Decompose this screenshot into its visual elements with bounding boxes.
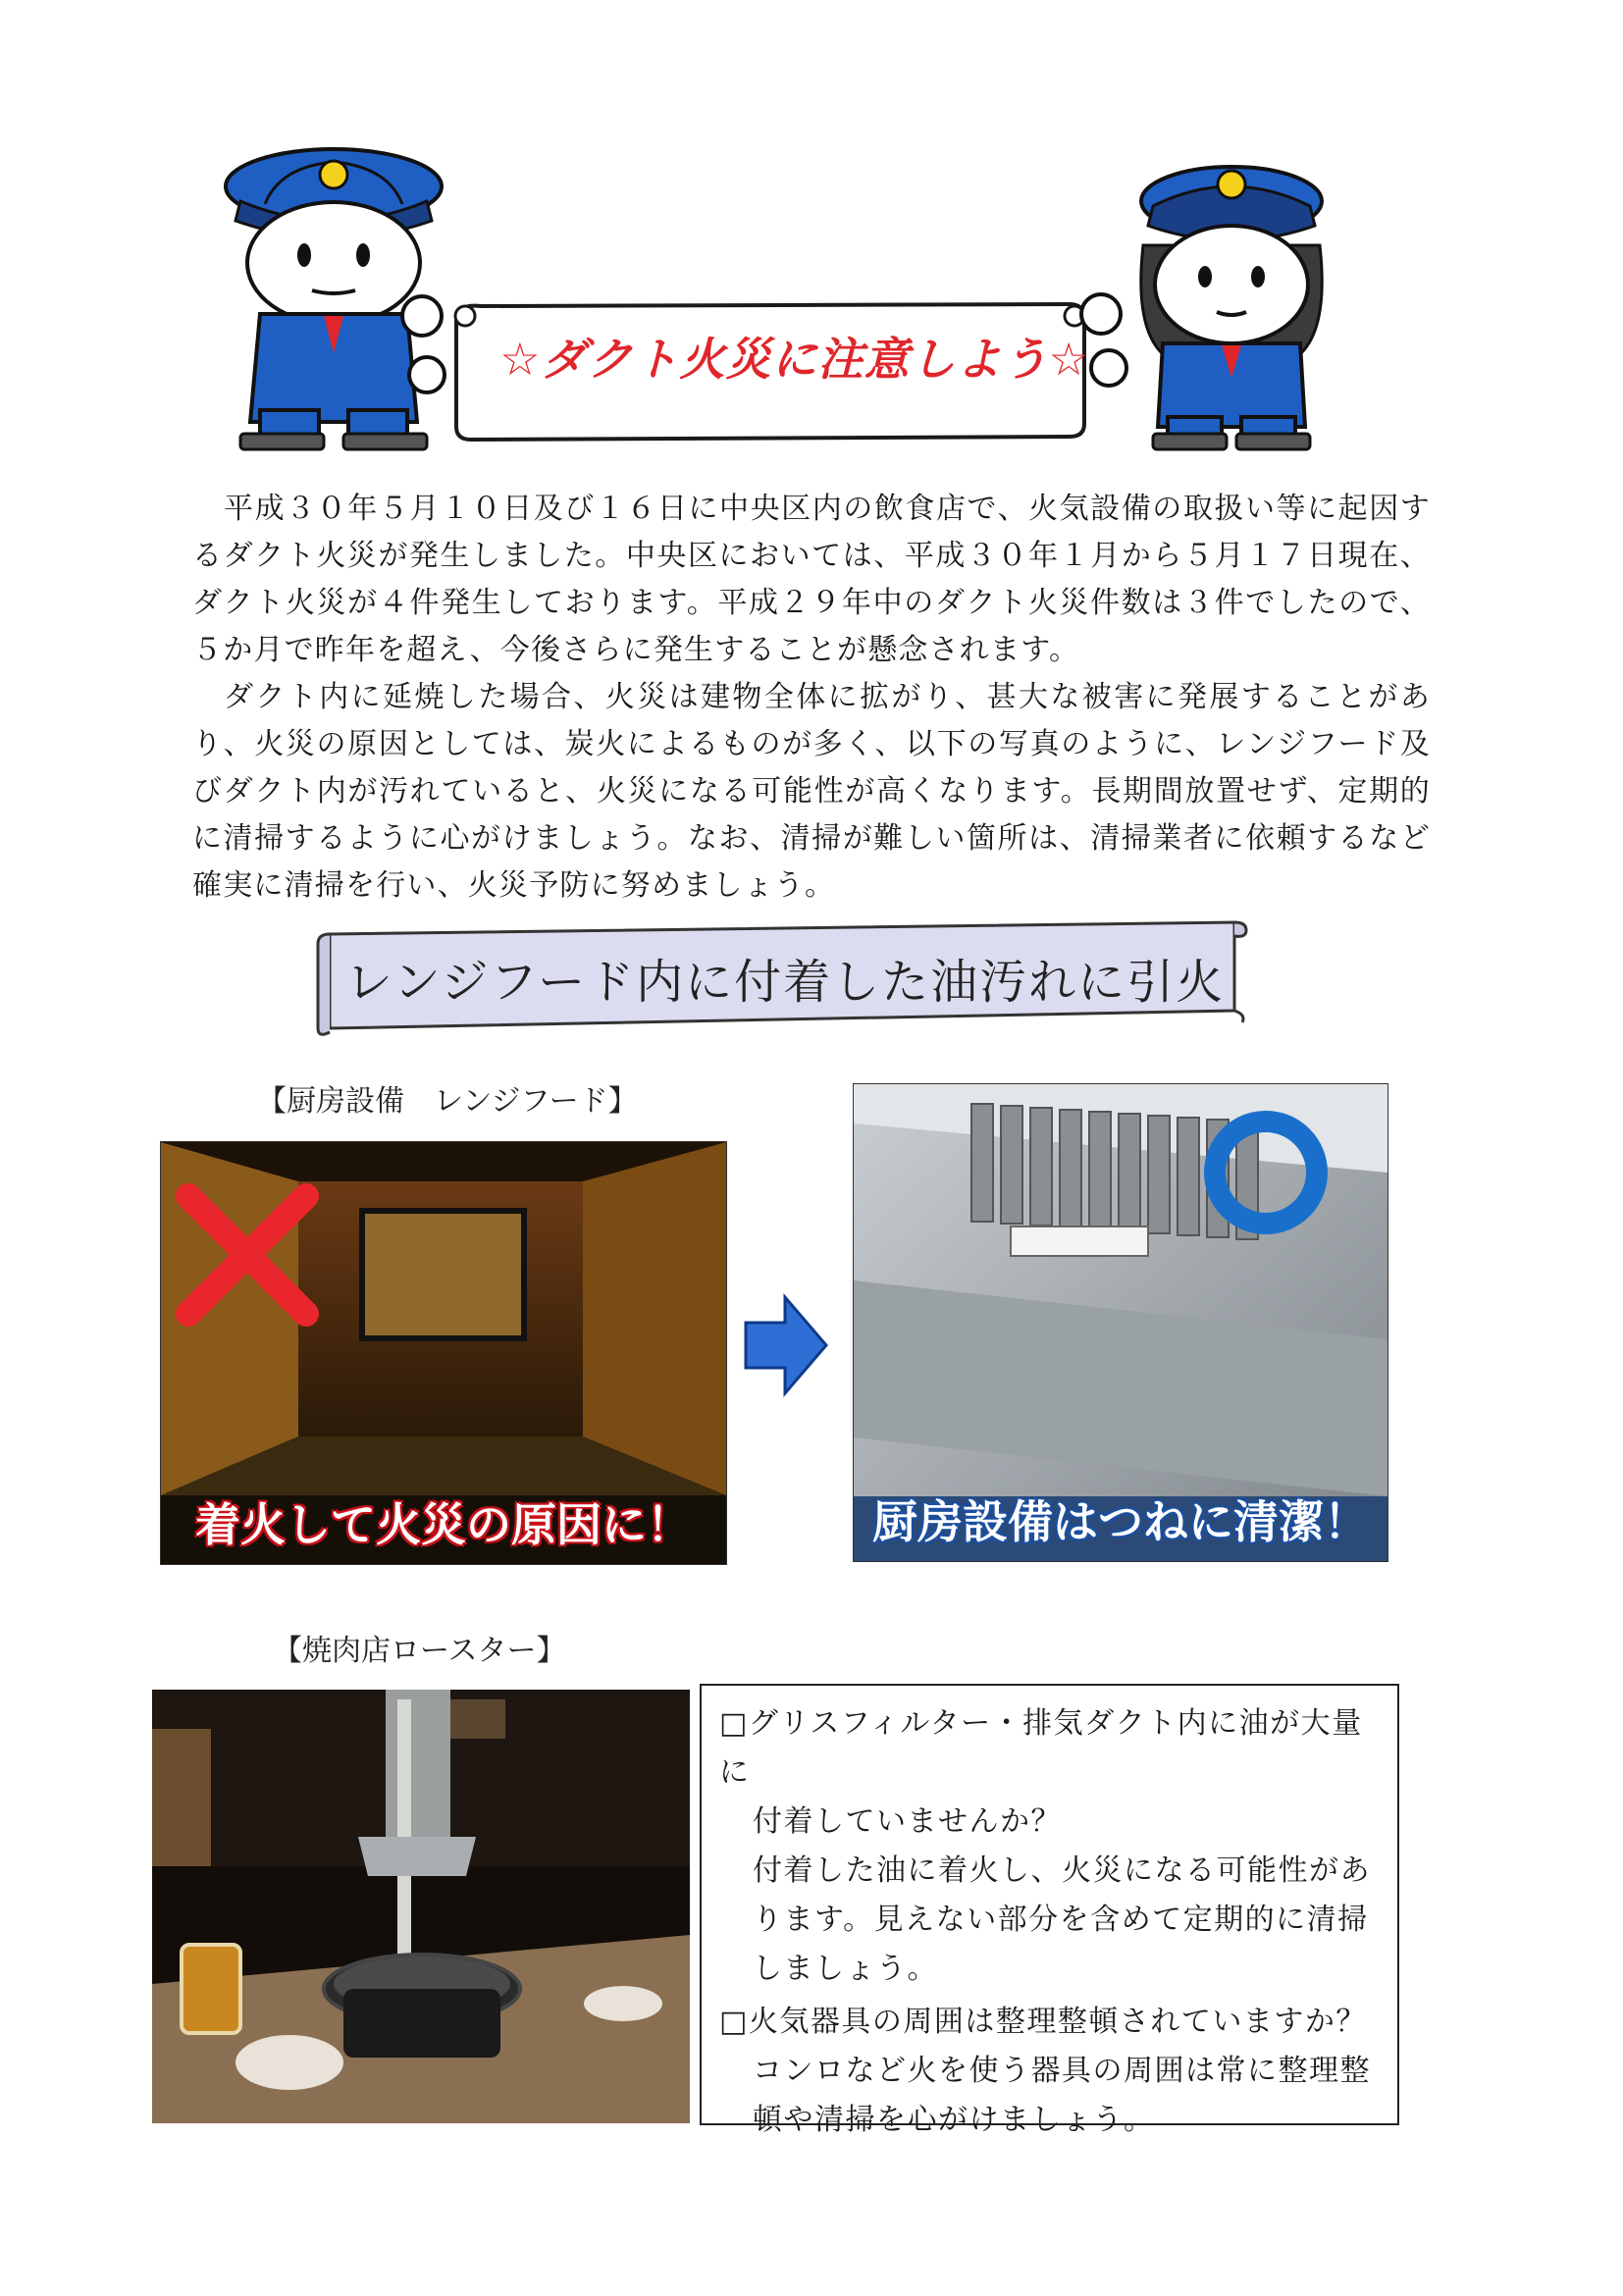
roaster-caption: 【焼肉店ロースター】 [273,1634,566,1668]
checklist-item-tidy [719,1998,1384,2145]
section-title: レンジフード内に付着した油汚れに引火 [344,955,1226,1010]
checklist-question-cont: 付着していませんか？ [753,1804,1062,1839]
checklist-question: □火気器具の周囲は整理整頓されていますか？ [719,2005,1367,2039]
checklist-box [700,1684,1399,2137]
roaster-photo [152,1690,690,2123]
dirty-hood-photo [160,1141,727,1565]
banner-title: ☆ダクト火災に注意しよう☆ [499,333,1090,386]
dirty-hood-label: 着火して火災の原因に！ [195,1498,692,1551]
banner-illustration [186,147,1403,451]
checklist-answer: 頓や清掃を心がけましょう。 [753,2103,1155,2137]
detail-paragraph: ダクト内に延焼した場合、火災は建物全体に拡がり、甚大な被害に発展することがあり、火災の原因としては、炭火によるものが多く、以下の写真のように、レンジフード及びダクト内が汚れていると、火災になる可能性が高くなります。長期間放置せず、定期的に清掃するように心がけましょう。なお、清掃が難しい箇所は、清掃業者に依頼するなど確実に清掃を行い、火災予防に努めましょう。 [192,680,1431,903]
checklist-question: □グリスフィルター・排気ダクト内に油が大量に [719,1706,1363,1790]
police-officer-left-icon [226,149,445,449]
clean-hood-label: 厨房設備はつねに清潔！ [872,1495,1369,1548]
checklist-item-grease [719,1699,1384,1994]
checklist-answer: 付着した油に着火し、火災になる可能性があ [753,1853,1371,1888]
clean-hood-photo [853,1083,1388,1562]
arrow-right-icon [742,1291,830,1399]
intro-paragraph: 平成３０年５月１０日及び１６日に中央区内の飲食店で、火気設備の取扱い等に起因するダクト火災が発生しました。中央区においては、平成３０年１月から５月１７日現在、ダクト火災が４件発生しております。平成２９年中のダクト火災件数は３件でしたので、５か月で昨年を超え、今後さらに発生することが懸念されます。 [192,492,1431,667]
checklist-answer: しましょう。 [753,1952,938,1986]
checklist-answer: コンロなど火を使う器具の周囲は常に整理整 [753,2054,1371,2088]
police-officer-right-icon [1081,167,1322,449]
range-hood-caption: 【厨房設備 レンジフード】 [257,1084,638,1119]
checklist-answer: ります。見えない部分を含めて定期的に清掃 [753,1903,1369,1937]
